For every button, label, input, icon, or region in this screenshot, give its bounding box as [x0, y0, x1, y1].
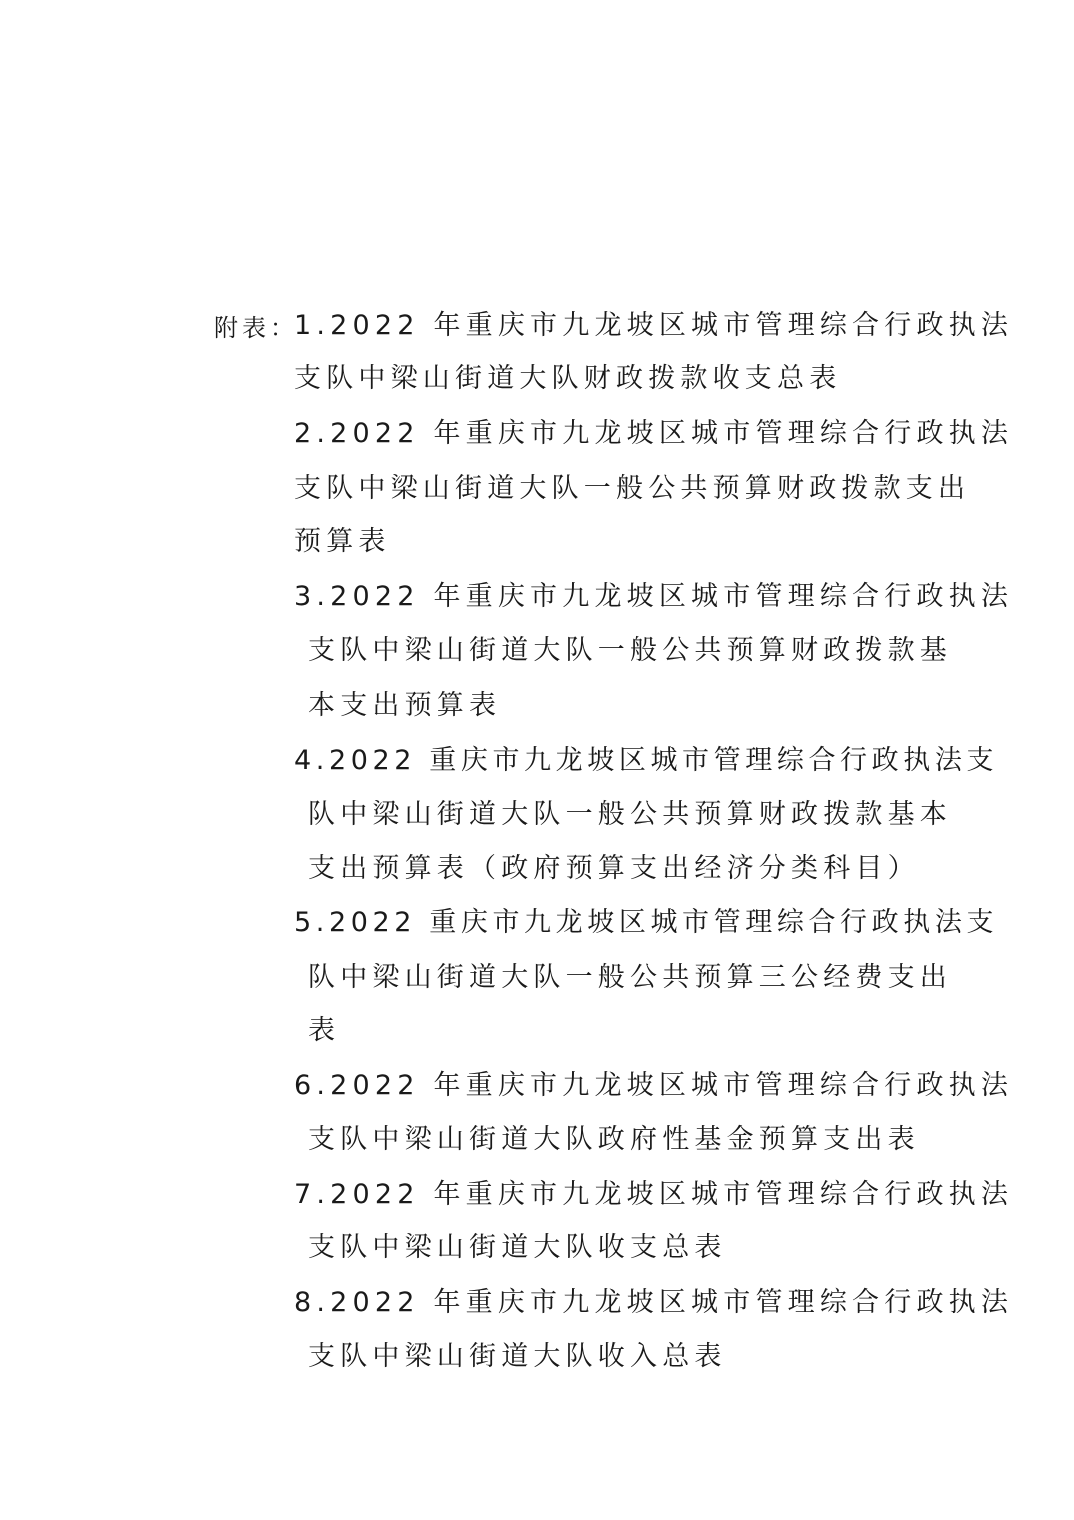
attachment-item-4-line-1: 4.2022 重庆市九龙坡区城市管理综合行政执法支: [294, 745, 999, 776]
attachment-item-8-line-2: 支队中梁山街道大队收入总表: [308, 1341, 727, 1372]
attachment-item-7-line-1: 7.2022 年重庆市九龙坡区城市管理综合行政执法: [294, 1179, 1014, 1210]
attachment-item-5-line-2: 队中梁山街道大队一般公共预算三公经费支出: [308, 962, 952, 993]
attachment-item-6-line-1: 6.2022 年重庆市九龙坡区城市管理综合行政执法: [294, 1070, 1014, 1101]
attachment-item-4-line-3: 支出预算表（政府预算支出经济分类科目）: [308, 853, 920, 884]
attachment-item-3-line-1: 3.2022 年重庆市九龙坡区城市管理综合行政执法: [294, 581, 1014, 612]
attachment-item-2-line-3: 预算表: [294, 526, 391, 557]
attachment-item-3-line-3: 本支出预算表: [308, 690, 502, 721]
attachment-item-1-line-1: 1.2022 年重庆市九龙坡区城市管理综合行政执法: [294, 310, 1014, 341]
attachment-item-5-line-3: 表: [308, 1015, 341, 1046]
attachment-item-4-line-2: 队中梁山街道大队一般公共预算财政拨款基本: [308, 799, 952, 830]
attachment-item-8-line-1: 8.2022 年重庆市九龙坡区城市管理综合行政执法: [294, 1287, 1014, 1318]
attachment-item-3-line-2: 支队中梁山街道大队一般公共预算财政拨款基: [308, 635, 952, 666]
attachment-item-1-line-2: 支队中梁山街道大队财政拨款收支总表: [294, 363, 842, 394]
attachment-prefix: 附表：: [214, 314, 298, 342]
attachment-item-6-line-2: 支队中梁山街道大队政府性基金预算支出表: [308, 1124, 920, 1155]
attachment-item-7-line-2: 支队中梁山街道大队收支总表: [308, 1232, 727, 1263]
attachment-item-2-line-1: 2.2022 年重庆市九龙坡区城市管理综合行政执法: [294, 418, 1014, 449]
attachment-item-5-line-1: 5.2022 重庆市九龙坡区城市管理综合行政执法支: [294, 907, 999, 938]
attachment-item-2-line-2: 支队中梁山街道大队一般公共预算财政拨款支出: [294, 473, 971, 504]
